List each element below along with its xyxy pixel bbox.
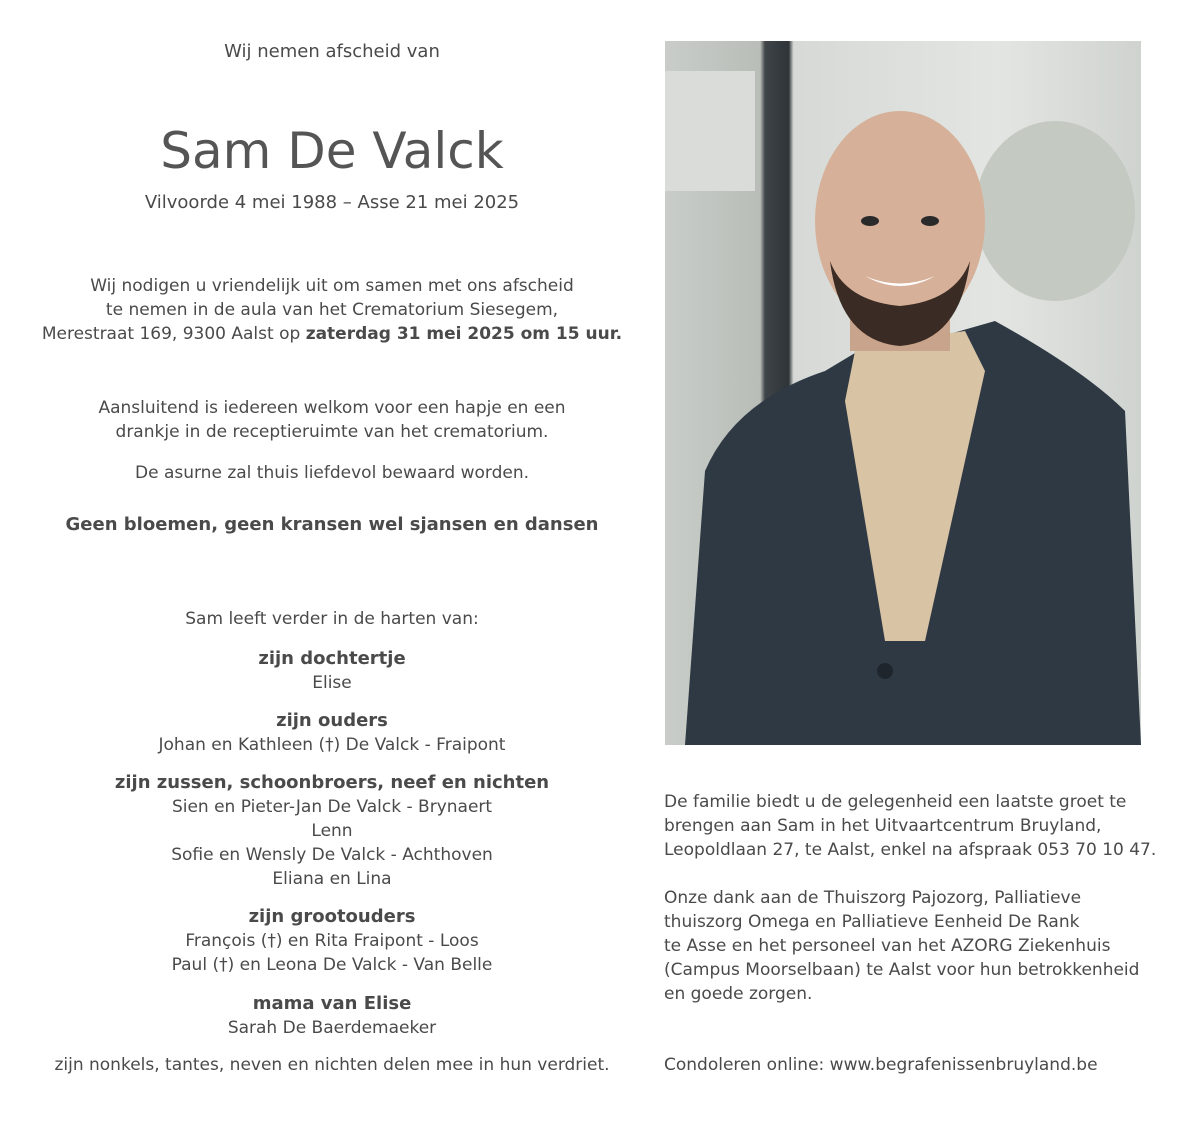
thanks-line: Onze dank aan de Thuiszorg Pajozorg, Palliatieve bbox=[664, 888, 1082, 908]
visitation-line: Leopoldlaan 27, te Aalst, enkel na afspraak 053 70 10 47. bbox=[664, 840, 1157, 860]
family-group-mother-of-daughter bbox=[40, 992, 624, 1040]
visitation-paragraph bbox=[664, 790, 1157, 862]
thanks-line: te Asse en het personeel van het AZORG Ziekenhuis bbox=[664, 936, 1111, 956]
group-line: Sarah De Baerdemaeker bbox=[227, 1018, 437, 1038]
group-line: Sofie en Wensly De Valck - Achthoven bbox=[171, 845, 493, 865]
closing-line: zijn nonkels, tantes, neven en nichten delen mee in hun verdriet. bbox=[54, 1055, 610, 1075]
group-line: Eliana en Lina bbox=[272, 869, 392, 889]
invitation-paragraph bbox=[40, 274, 624, 346]
group-heading: zijn ouders bbox=[276, 710, 388, 731]
invitation-line-3 bbox=[40, 322, 624, 346]
thanks-paragraph bbox=[664, 886, 1144, 1006]
family-group-grandparents bbox=[40, 905, 624, 977]
reception-paragraph bbox=[40, 396, 624, 444]
ceremony-datetime: zaterdag 31 mei 2025 om 15 uur. bbox=[305, 324, 623, 344]
invitation-address: Merestraat 169, 9300 Aalst op bbox=[41, 324, 306, 344]
birth-death-dates: Vilvoorde 4 mei 1988 – Asse 21 mei 2025 bbox=[144, 192, 520, 213]
right-column bbox=[664, 0, 1157, 1122]
intro-text: Wij nemen afscheid van bbox=[224, 41, 440, 62]
visitation-line: brengen aan Sam in het Uitvaartcentrum Bruyland, bbox=[664, 816, 1102, 836]
family-group-parents bbox=[40, 709, 624, 757]
group-heading: zijn dochtertje bbox=[258, 648, 406, 669]
flowers-note: Geen bloemen, geen kransen wel sjansen en dansen bbox=[65, 514, 599, 535]
group-line: Elise bbox=[312, 673, 352, 693]
group-line: Lenn bbox=[311, 821, 353, 841]
group-line: Johan en Kathleen (†) De Valck - Fraipont bbox=[158, 735, 506, 755]
invitation-line-1: Wij nodigen u vriendelijk uit om samen met ons afscheid bbox=[90, 276, 574, 296]
group-heading: zijn grootouders bbox=[248, 906, 416, 927]
left-column bbox=[40, 0, 624, 1122]
group-line: Paul (†) en Leona De Valck - Van Belle bbox=[171, 955, 493, 975]
group-heading: zijn zussen, schoonbroers, neef en nichten bbox=[114, 772, 550, 793]
thanks-line: (Campus Moorselbaan) te Aalst voor hun betrokkenheid bbox=[664, 960, 1140, 980]
survivors-intro: Sam leeft verder in de harten van: bbox=[185, 609, 479, 629]
family-group-siblings bbox=[40, 771, 624, 891]
reception-line-2: drankje in de receptieruimte van het crematorium. bbox=[115, 422, 549, 442]
invitation-line-2: te nemen in de aula van het Crematorium Siesegem, bbox=[105, 300, 559, 320]
family-group-daughter bbox=[40, 647, 624, 695]
deceased-name: Sam De Valck bbox=[160, 122, 504, 180]
reception-line-1: Aansluitend is iedereen welkom voor een hapje en een bbox=[98, 398, 566, 418]
urn-note: De asurne zal thuis liefdevol bewaard worden. bbox=[134, 463, 530, 483]
group-heading: mama van Elise bbox=[252, 993, 412, 1014]
condolences-link[interactable]: Condoleren online: www.begrafenissenbruyland.be bbox=[664, 1055, 1098, 1075]
group-line: Sien en Pieter-Jan De Valck - Brynaert bbox=[171, 797, 493, 817]
thanks-line: en goede zorgen. bbox=[664, 984, 813, 1004]
thanks-line: thuiszorg Omega en Palliatieve Eenheid De Rank bbox=[664, 912, 1080, 932]
group-line: François (†) en Rita Fraipont - Loos bbox=[185, 931, 479, 951]
visitation-line: De familie biedt u de gelegenheid een laatste groet te bbox=[664, 792, 1127, 812]
